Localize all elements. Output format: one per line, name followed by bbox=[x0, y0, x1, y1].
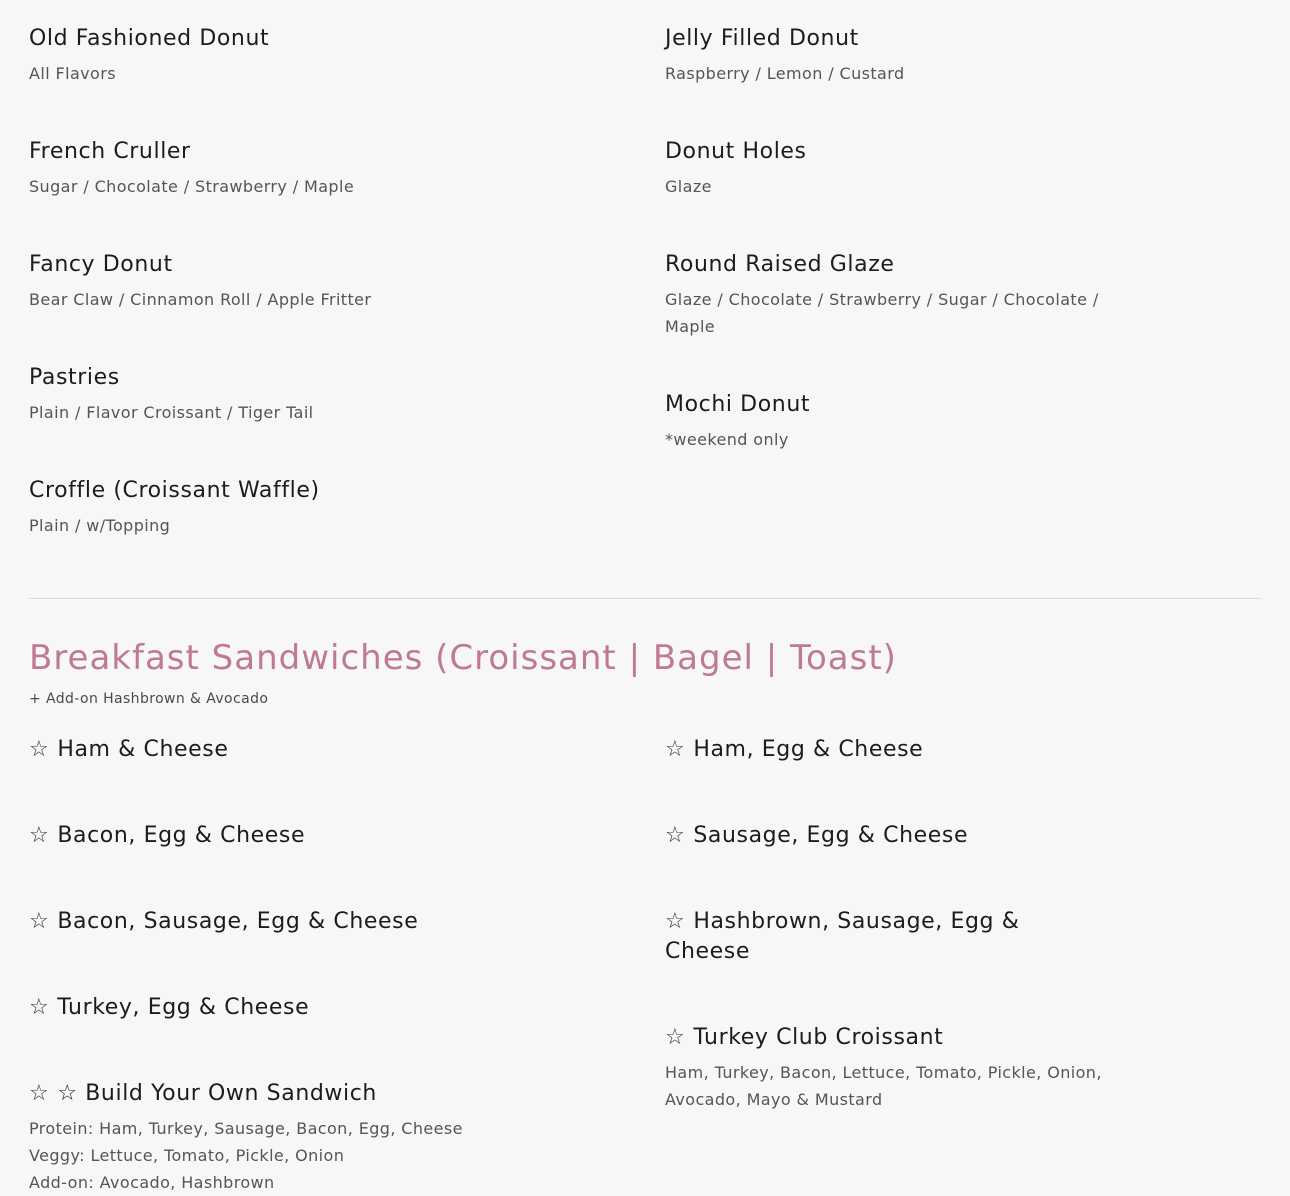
item-description: *weekend only bbox=[665, 430, 789, 449]
addon-line: Add-on: Avocado, Hashbrown bbox=[29, 1173, 275, 1192]
sandwich-item bbox=[29, 993, 469, 1023]
item-description: Raspberry / Lemon / Custard bbox=[665, 64, 905, 83]
menu-item bbox=[29, 137, 469, 200]
star-icon: ☆ bbox=[29, 737, 50, 762]
sandwich-item bbox=[665, 735, 1105, 765]
sandwich-title bbox=[665, 1023, 1105, 1053]
menu-item bbox=[665, 390, 1105, 453]
sandwich-item bbox=[665, 821, 1105, 851]
section-title: Breakfast Sandwiches (Croissant | Bagel | Toast) bbox=[29, 638, 897, 678]
menu-item bbox=[665, 250, 1105, 340]
sandwich-description: Ham, Turkey, Bacon, Lettuce, Tomato, Pickle, Onion, Avocado, Mayo & Mustard bbox=[665, 1063, 1102, 1109]
sandwich-name: Bacon, Sausage, Egg & Cheese bbox=[57, 909, 419, 934]
menu-item bbox=[29, 250, 469, 313]
item-title: Croffle (Croissant Waffle) bbox=[29, 478, 320, 503]
item-title: Round Raised Glaze bbox=[665, 252, 895, 277]
sandwich-name: Ham, Egg & Cheese bbox=[693, 737, 924, 762]
sandwich-title bbox=[665, 735, 1105, 765]
sandwich-name: ☆ Build Your Own Sandwich bbox=[57, 1081, 377, 1106]
section-divider bbox=[29, 598, 1261, 599]
item-title: Jelly Filled Donut bbox=[665, 26, 859, 51]
sandwich-title bbox=[29, 1079, 469, 1109]
item-title: Fancy Donut bbox=[29, 252, 173, 277]
menu-item bbox=[29, 476, 469, 539]
sandwich-item bbox=[665, 1023, 1105, 1113]
star-icon: ☆ bbox=[29, 823, 50, 848]
star-icon: ☆ bbox=[665, 823, 686, 848]
item-title: Mochi Donut bbox=[665, 392, 811, 417]
star-icon: ☆ bbox=[665, 909, 686, 934]
item-description: Glaze bbox=[665, 177, 712, 196]
menu-item bbox=[665, 24, 1105, 87]
sandwich-item bbox=[29, 821, 469, 851]
section-subtitle: + Add-on Hashbrown & Avocado bbox=[29, 691, 269, 707]
item-description: Glaze / Chocolate / Strawberry / Sugar / Chocolate / Maple bbox=[665, 290, 1099, 336]
menu-item bbox=[665, 137, 1105, 200]
sandwich-item bbox=[29, 907, 469, 937]
sandwich-item bbox=[665, 907, 1045, 967]
item-title: Old Fashioned Donut bbox=[29, 26, 270, 51]
item-description: Plain / Flavor Croissant / Tiger Tail bbox=[29, 403, 314, 422]
sandwich-name: Ham & Cheese bbox=[57, 737, 229, 762]
sandwich-name: Turkey, Egg & Cheese bbox=[57, 995, 310, 1020]
protein-line: Protein: Ham, Turkey, Sausage, Bacon, Egg, Cheese bbox=[29, 1119, 463, 1138]
sandwich-item bbox=[29, 1079, 469, 1196]
menu-item bbox=[29, 24, 469, 87]
star-icon: ☆ bbox=[29, 995, 50, 1020]
sandwich-name: Sausage, Egg & Cheese bbox=[693, 823, 969, 848]
sandwich-title bbox=[29, 735, 469, 765]
star-icon: ☆ bbox=[29, 909, 50, 934]
item-title: Pastries bbox=[29, 365, 120, 390]
star-icon: ☆ bbox=[29, 1081, 50, 1106]
sandwich-title bbox=[29, 821, 469, 851]
sandwich-title bbox=[29, 993, 469, 1023]
veggy-line: Veggy: Lettuce, Tomato, Pickle, Onion bbox=[29, 1146, 345, 1165]
sandwich-description bbox=[29, 1115, 469, 1196]
sandwich-name: Bacon, Egg & Cheese bbox=[57, 823, 306, 848]
sandwich-title bbox=[665, 821, 1105, 851]
star-icon: ☆ bbox=[665, 737, 686, 762]
sandwich-title bbox=[29, 907, 469, 937]
item-description: Sugar / Chocolate / Strawberry / Maple bbox=[29, 177, 355, 196]
sandwich-name: Hashbrown, Sausage, Egg & Cheese bbox=[665, 909, 1020, 964]
menu-item bbox=[29, 363, 469, 426]
item-description: All Flavors bbox=[29, 64, 116, 83]
sandwich-name: Turkey Club Croissant bbox=[693, 1025, 944, 1050]
item-title: French Cruller bbox=[29, 139, 191, 164]
sandwich-item bbox=[29, 735, 469, 765]
sandwich-title bbox=[665, 907, 1045, 967]
item-title: Donut Holes bbox=[665, 139, 807, 164]
item-description: Bear Claw / Cinnamon Roll / Apple Fritter bbox=[29, 290, 372, 309]
star-icon: ☆ bbox=[665, 1025, 686, 1050]
item-description: Plain / w/Topping bbox=[29, 516, 171, 535]
